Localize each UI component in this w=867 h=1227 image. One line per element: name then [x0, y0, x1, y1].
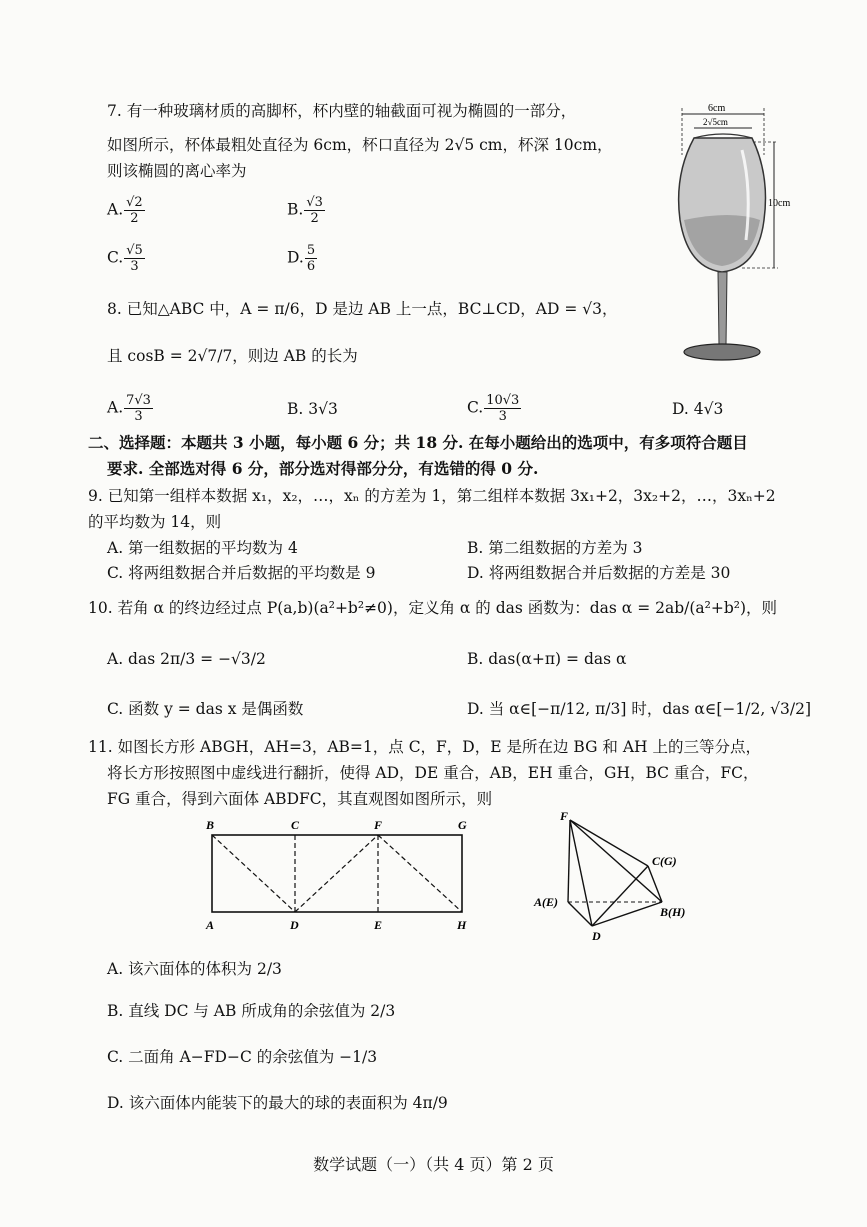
q9-option-a: A. 第一组数据的平均数为 4 [107, 539, 298, 557]
wine-glass-figure [672, 100, 812, 372]
label-c: C [291, 818, 300, 832]
solid-label-f: F [560, 809, 569, 823]
q8-option-c: C. $\frac{10√3}{3}$ [467, 393, 520, 424]
q11-option-a: A. 该六面体的体积为 2/3 [107, 960, 282, 978]
q7-line3: 则该椭圆的离心率为 [107, 162, 247, 180]
q7-option-d: D. $\frac{5}{6}$ [287, 243, 316, 274]
q7-option-a: A. $\frac{√2}{2}$ [107, 195, 143, 226]
q10-option-c: C. 函数 y = das x 是偶函数 [107, 700, 304, 718]
label-a: A [206, 918, 215, 932]
rectangle-net-figure [200, 815, 490, 940]
q8-line2: 且 cosB = 2√7/7，则边 AB 的长为 [107, 347, 358, 365]
section2-line2: 要求. 全部选对得 6 分，部分选对得部分分，有选错的得 0 分. [107, 459, 539, 478]
q7-option-c: C. $\frac{√5}{3}$ [107, 243, 143, 274]
solid-label-d: D [592, 929, 601, 943]
depth-label: 10cm [768, 198, 791, 209]
label-d: D [290, 918, 299, 932]
mouth-label: 2√5cm [703, 117, 728, 127]
q11-line2: 将长方形按照图中虚线进行翻折，使得 AD，DE 重合，AB，EH 重合，GH，BC 重合，FC， [107, 764, 759, 782]
q8-line1: 8. 已知△ABC 中，A = π/6，D 是边 AB 上一点，BC⊥CD，AD = √3， [107, 300, 618, 318]
label-f: F [374, 818, 383, 832]
glass-base [684, 344, 760, 360]
label-b: B [206, 818, 215, 832]
page-footer: 数学试题（一）（共 4 页）第 2 页 [313, 1155, 554, 1174]
section2-line1: 二、选择题：本题共 3 小题，每小题 6 分；共 18 分. 在每小题给出的选项中，有多项符合题目 [88, 433, 748, 452]
glass-stem [718, 272, 727, 345]
hexahedron-figure [530, 808, 710, 943]
solid-label-ae: A(E) [534, 895, 558, 909]
q10-option-b: B. das(α+π) = das α [467, 650, 627, 668]
label-g: G [458, 818, 467, 832]
q8-option-b: B. 3√3 [287, 400, 338, 418]
q7-line1: 7. 有一种玻璃材质的高脚杯，杯内壁的轴截面可视为椭圆的一部分， [107, 102, 577, 120]
q11-line1: 11. 如图长方形 ABGH，AH=3，AB=1，点 C，F，D，E 是所在边 BG 和 AH 上的三等分点， [88, 738, 761, 756]
q10-option-a: A. das 2π/3 = −√3/2 [107, 650, 266, 668]
q9-option-c: C. 将两组数据合并后数据的平均数是 9 [107, 564, 376, 582]
q9-line2: 的平均数为 14，则 [88, 513, 222, 531]
width-label: 6cm [708, 103, 726, 114]
q7-line2: 如图所示，杯体最粗处直径为 6cm，杯口直径为 2√5 cm，杯深 10cm， [107, 136, 613, 154]
q11-line3: FG 重合，得到六面体 ABDFC，其直观图如图所示，则 [107, 790, 493, 808]
q9-line1: 9. 已知第一组样本数据 x₁，x₂，…，xₙ 的方差为 1，第二组样本数据 3x₁+2，3x₂+2，…，3xₙ+2 [88, 487, 776, 505]
q11-option-b: B. 直线 DC 与 AB 所成角的余弦值为 2/3 [107, 1002, 396, 1020]
label-h: H [457, 918, 467, 932]
label-e: E [374, 918, 383, 932]
q9-option-d: D. 将两组数据合并后数据的方差是 30 [467, 564, 731, 582]
fold-lines [212, 835, 462, 912]
q11-option-c: C. 二面角 A−FD−C 的余弦值为 −1/3 [107, 1048, 378, 1066]
q10-option-d: D. 当 α∈[−π/12, π/3] 时，das α∈[−1/2, √3/2] [467, 700, 812, 718]
q9-option-b: B. 第二组数据的方差为 3 [467, 539, 643, 557]
solid-label-cg: C(G) [652, 854, 677, 868]
q7-option-b: B. $\frac{√3}{2}$ [287, 195, 323, 226]
q8-option-a: A. $\frac{7√3}{3}$ [107, 393, 151, 424]
q11-option-d: D. 该六面体内能装下的最大的球的表面积为 4π/9 [107, 1094, 448, 1112]
solid-label-bh: B(H) [660, 905, 686, 919]
q8-option-d: D. 4√3 [672, 400, 724, 418]
q10-line1: 10. 若角 α 的终边经过点 P(a,b)(a²+b²≠0)，定义角 α 的 das 函数为：das α = 2ab/(a²+b²)，则 [88, 599, 778, 617]
solid-edges [568, 820, 662, 926]
